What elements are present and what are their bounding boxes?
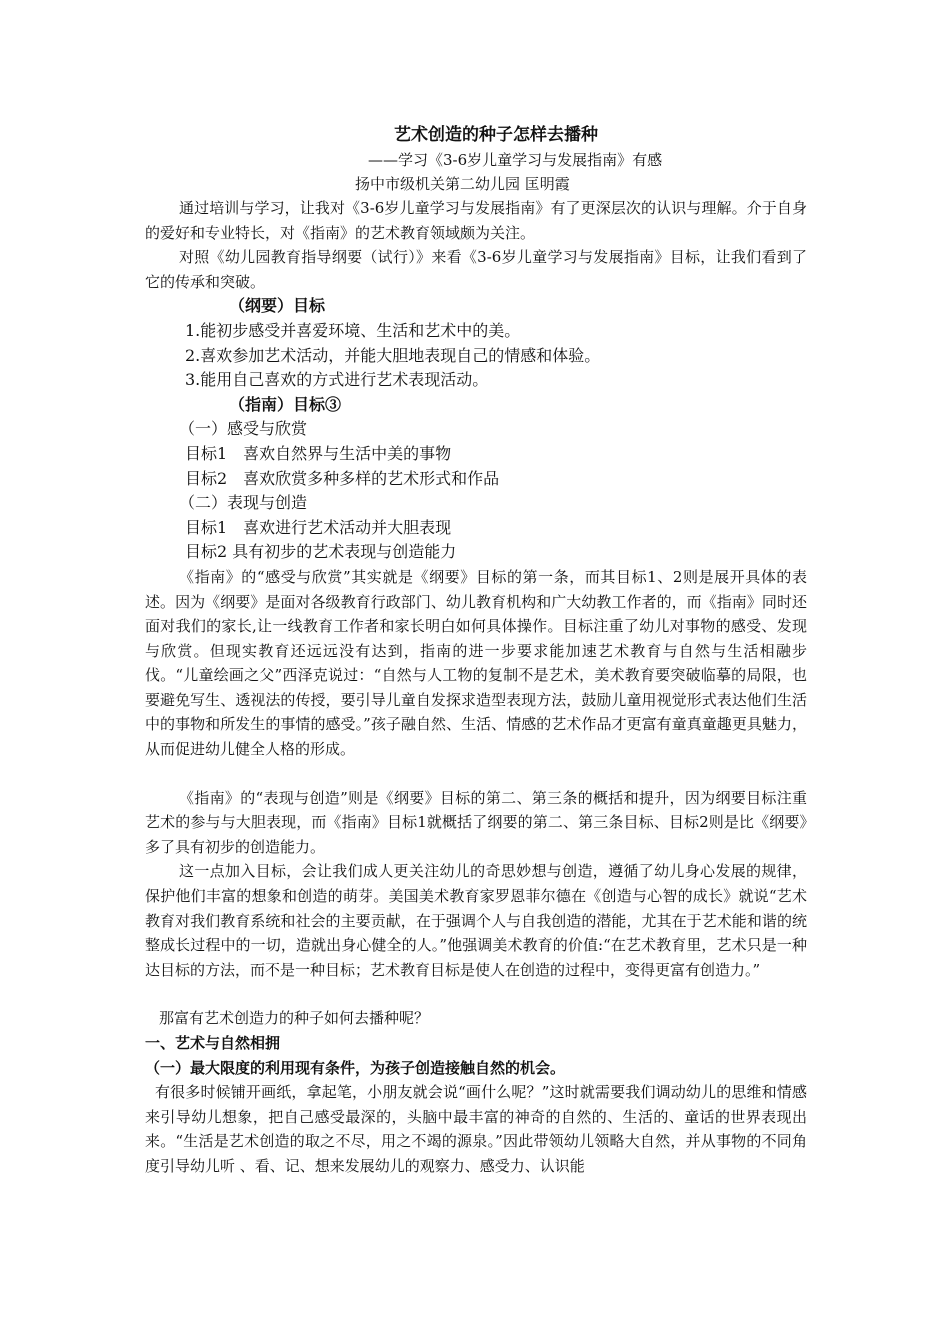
- zhinan-section-1-goal-2: 目标2 喜欢欣赏多种多样的艺术形式和作品: [185, 468, 500, 488]
- gangyao-heading: （纲要）目标: [229, 296, 326, 316]
- paragraph-question: 那富有艺术创造力的种子如何去播种呢？: [159, 1009, 430, 1028]
- zhinan-section-2-goal-1: 目标1 喜欢进行艺术活动并大胆表现: [185, 517, 452, 537]
- zhinan-section-1: （一）感受与欣赏: [179, 419, 308, 439]
- paragraph-comparison: 对照《幼儿园教育指导纲要（试行）》来看《3-6岁儿童学习与发展指南》目标，让我们看到了它的传承和突破。: [145, 248, 807, 291]
- zhinan-section-2-goal-2: 目标2 具有初步的艺术表现与创造能力: [185, 542, 457, 562]
- paragraph-intro: 通过培训与学习，让我对《3-6岁儿童学习与发展指南》有了更深层次的认识与理解。介于自身的爱好和专业特长，对《指南》的艺术教育领域颇为关注。: [145, 199, 807, 242]
- document-title: 艺术创造的种子怎样去播种: [394, 125, 598, 145]
- paragraph-nature: 有很多时候铺开画纸，拿起笔，小朋友就会说“画什么呢？”这时就需要我们调动幼儿的思维和情感来引导幼儿想象，把自己感受最深的，头脑中最丰富的神奇的自然的、生活的、童话的世界表现出来。“生活是艺术创造的取之不尽，用之不竭的源泉。”因此带领幼儿领略大自然，并从事物的不同角度引导幼儿听 、看、记、想来发展幼儿的观察力、感受力、认识能: [145, 1083, 807, 1175]
- gangyao-item-1: 1.能初步感受并喜爱环境、生活和艺术中的美。: [185, 320, 521, 340]
- blank-line: [145, 982, 807, 1006]
- gangyao-item-2: 2.喜欢参加艺术活动，并能大胆地表现自己的情感和体验。: [185, 345, 601, 365]
- paragraph-analysis-3: 这一点加入目标，会让我们成人更关注幼儿的奇思妙想与创造，遵循了幼儿身心发展的规律，保护他们丰富的想象和创造的萌芽。美国美术教育家罗恩菲尔德在《创造与心智的成长》就说“艺术教育对我们教育系统和社会的主要贡献，在于强调个人与自我创造的潜能，尤其在于艺术能和谐的统整成长过程中的一切，造就出身心健全的人。”他强调美术教育的价值:“在艺术教育里，艺术只是一种达目标的方法，而不是一种目标；艺术教育目标是使人在创造的过程中，变得更富有创造力。”: [145, 862, 807, 979]
- subsection-heading-1: （一）最大限度的利用现有条件，为孩子创造接触自然的机会。: [145, 1058, 566, 1077]
- paragraph-analysis-1: 《指南》的“感受与欣赏”其实就是《纲要》目标的第一条，而其目标1、2则是展开具体的表述。因为《纲要》是面对各级教育行政部门、幼儿教育机构和广大幼教工作者的，而《指南》同时还面对我们的家长,让一线教育工作者和家长明白如何具体操作。目标注重了幼儿对事物的感受、发现与欣赏。但现实教育还远远没有达到，指南的进一步要求能加速艺术教育与自然与生活相融步伐。“儿童绘画之父”西泽克说过：“自然与人工物的复制不是艺术，美术教育要突破临摹的局限，也要避免写生、透视法的传授，要引导儿童自发探求造型表现方法，鼓励儿童用视觉形式表达他们生活中的事物和所发生的事情的感受。”孩子融自然、生活、情感的艺术作品才更富有童真童趣更具魅力，从而促进幼儿健全人格的形成。: [145, 567, 807, 759]
- zhinan-heading: （指南）目标③: [229, 394, 342, 414]
- paragraph-analysis-2: 《指南》的“表现与创造”则是《纲要》目标的第二、第三条的概括和提升，因为纲要目标注重艺术的参与与大胆表现，而《指南》目标1就概括了纲要的第二、第三条目标、目标2则是比《纲要》多了具有初步的创造能力。: [145, 788, 807, 856]
- document-author: 扬中市级机关第二幼儿园 匡明霞: [355, 175, 570, 193]
- document-body: [145, 122, 807, 1179]
- zhinan-section-1-goal-1: 目标1 喜欢自然界与生活中美的事物: [185, 443, 452, 463]
- section-heading-1: 一、艺术与自然相拥: [145, 1034, 281, 1052]
- blank-line: [145, 762, 807, 786]
- zhinan-section-2: （二）表现与创造: [179, 493, 308, 513]
- gangyao-item-3: 3.能用自己喜欢的方式进行艺术表现活动。: [185, 370, 489, 390]
- document-subtitle: ——学习《3-6岁儿童学习与发展指南》有感: [368, 151, 663, 169]
